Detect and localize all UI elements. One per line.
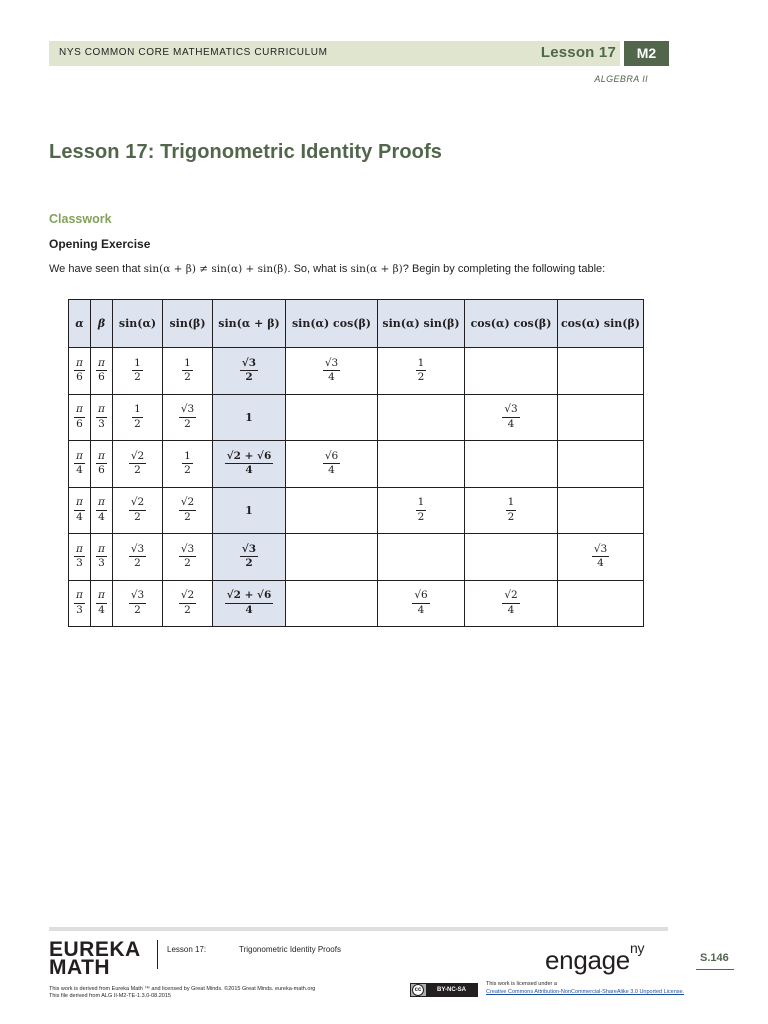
table-row: [69, 441, 644, 488]
fraction-denominator: 2: [184, 603, 191, 616]
engageny-logo: [545, 940, 645, 976]
fraction: [129, 451, 146, 477]
table-cell: [213, 487, 286, 534]
engage-text: engage: [545, 945, 630, 975]
table-header-cell: sin(α + β): [213, 300, 286, 348]
fraction-numerator: 1: [416, 497, 427, 511]
cell-value: 1: [245, 503, 253, 517]
fraction-numerator: √2: [502, 590, 519, 604]
fraction-numerator: π: [74, 451, 85, 465]
license-link[interactable]: Creative Commons Attribution-NonCommercial-ShareAlike 3.0 Unported License.: [486, 989, 685, 995]
fraction: [323, 451, 340, 477]
fraction-numerator: 1: [182, 358, 193, 372]
footer-rule: [49, 927, 668, 931]
table-cell: [286, 394, 378, 441]
fraction-numerator: √2: [129, 497, 146, 511]
fraction: [323, 358, 340, 384]
subsection-heading: Opening Exercise: [49, 237, 151, 251]
fraction: [129, 590, 146, 616]
table-row: [69, 394, 644, 441]
fraction-denominator: 4: [245, 603, 253, 616]
fraction-numerator: √2: [179, 497, 196, 511]
table-cell: [558, 534, 644, 581]
fraction: [240, 358, 258, 384]
table-cell: [286, 487, 378, 534]
table-cell: [558, 580, 644, 627]
fraction-numerator: √3: [240, 358, 258, 372]
table-cell: [163, 441, 213, 488]
cc-label: BY-NC-SA: [426, 984, 477, 996]
logo-line-1: EUREKA: [49, 938, 141, 961]
fraction-denominator: 4: [245, 464, 253, 477]
table-cell: [465, 441, 558, 488]
fraction: [74, 358, 85, 384]
fraction-denominator: 4: [597, 557, 604, 570]
table-cell: [91, 441, 113, 488]
fraction-denominator: 6: [98, 464, 105, 477]
fraction: [74, 451, 85, 477]
fraction: [96, 497, 107, 523]
table-cell: [213, 348, 286, 395]
fraction: [74, 544, 85, 570]
table-cell: [113, 487, 163, 534]
table-cell: [213, 580, 286, 627]
table-cell: [69, 487, 91, 534]
page-number-rule: [696, 969, 734, 970]
fraction-numerator: π: [74, 358, 85, 372]
lesson-label: Lesson 17: [540, 44, 616, 61]
intro-text-3: ? Begin by completing the following table:: [402, 263, 606, 275]
fraction: [225, 451, 274, 477]
fraction: [502, 404, 519, 430]
fraction-numerator: √2: [179, 590, 196, 604]
fraction-numerator: π: [96, 497, 107, 511]
table-cell: [213, 441, 286, 488]
table-cell: [91, 580, 113, 627]
intro-text-2: . So, what is: [287, 263, 351, 275]
fraction-denominator: 2: [184, 464, 191, 477]
fraction: [416, 358, 427, 384]
fraction-numerator: √2 + √6: [225, 590, 274, 604]
table-cell: [465, 487, 558, 534]
table-cell: [213, 534, 286, 581]
course-label: ALGEBRA II: [594, 74, 648, 84]
cc-license-badge: [410, 983, 478, 997]
fraction: [179, 404, 196, 430]
fraction-numerator: π: [96, 544, 107, 558]
table-cell: [163, 394, 213, 441]
fraction: [179, 497, 196, 523]
fraction-denominator: 2: [134, 603, 141, 616]
page-title: Lesson 17: Trigonometric Identity Proofs: [49, 141, 442, 163]
fraction-denominator: 2: [417, 371, 425, 384]
table-cell: [113, 348, 163, 395]
fraction: [182, 358, 193, 384]
table-cell: [91, 348, 113, 395]
footer-lesson-topic: Trigonometric Identity Proofs: [239, 945, 341, 954]
table-header-cell: sin(α): [113, 300, 163, 348]
table-cell: [558, 441, 644, 488]
fraction: [412, 590, 429, 616]
table-body: [69, 348, 644, 627]
table-header-cell: sin(α) cos(β): [286, 300, 378, 348]
table-row: [69, 580, 644, 627]
fraction-numerator: √2: [129, 451, 146, 465]
fraction-numerator: √6: [412, 590, 429, 604]
table-cell: [91, 487, 113, 534]
fraction-numerator: 1: [182, 451, 193, 465]
curriculum-label: NYS COMMON CORE MATHEMATICS CURRICULUM: [59, 47, 328, 58]
page-number: S.146: [700, 952, 729, 964]
table-cell: [163, 534, 213, 581]
fraction-numerator: 1: [132, 358, 143, 372]
source-note-1: This work is derived from Eureka Math ™ and licensed by Great Minds. ©2015 Great Minds. eureka-math.org: [49, 986, 316, 992]
fraction-numerator: √6: [323, 451, 340, 465]
table-cell: [113, 534, 163, 581]
table-cell: [378, 394, 465, 441]
table-cell: [465, 394, 558, 441]
fraction: [96, 451, 107, 477]
table-cell: [558, 348, 644, 395]
fraction-numerator: π: [74, 544, 85, 558]
fraction: [96, 404, 107, 430]
fraction-numerator: π: [96, 590, 107, 604]
fraction-numerator: √2 + √6: [225, 451, 274, 465]
fraction-denominator: 2: [245, 557, 253, 570]
intro-math-2: sin(α + β): [350, 263, 403, 275]
fraction-numerator: √3: [592, 544, 609, 558]
fraction-denominator: 3: [98, 417, 105, 430]
fraction-numerator: π: [74, 497, 85, 511]
fraction: [132, 404, 143, 430]
table-header-cell: cos(α) cos(β): [465, 300, 558, 348]
fraction-denominator: 3: [76, 557, 83, 570]
fraction: [416, 497, 427, 523]
table-cell: [163, 487, 213, 534]
fraction: [240, 544, 258, 570]
fraction: [132, 358, 143, 384]
fraction-denominator: 2: [134, 371, 141, 384]
fraction-denominator: 3: [76, 603, 83, 616]
fraction-numerator: π: [96, 451, 107, 465]
fraction-denominator: 2: [184, 557, 191, 570]
table-header-cell: sin(α) sin(β): [378, 300, 465, 348]
fraction-denominator: 4: [507, 603, 515, 616]
fraction-denominator: 4: [328, 371, 335, 384]
fraction-denominator: 2: [184, 371, 191, 384]
footer-divider: [157, 940, 158, 969]
fraction-numerator: π: [96, 358, 107, 372]
table-cell: [213, 394, 286, 441]
table-cell: [113, 580, 163, 627]
fraction: [96, 590, 107, 616]
fraction-numerator: √3: [240, 544, 258, 558]
table-cell: [69, 534, 91, 581]
table-cell: [113, 394, 163, 441]
fraction-denominator: 3: [98, 557, 105, 570]
fraction-numerator: √3: [129, 544, 146, 558]
table-cell: [378, 441, 465, 488]
fraction-denominator: 4: [98, 510, 105, 523]
table-cell: [558, 394, 644, 441]
table-header-cell: cos(α) sin(β): [558, 300, 644, 348]
fraction-denominator: 4: [417, 603, 425, 616]
table-cell: [286, 580, 378, 627]
table-header-row: [69, 300, 644, 348]
fraction: [96, 358, 107, 384]
fraction: [129, 544, 146, 570]
table-header-cell: sin(β): [163, 300, 213, 348]
table-cell: [286, 534, 378, 581]
table-cell: [378, 348, 465, 395]
fraction: [74, 590, 85, 616]
table-header-cell: β: [91, 300, 113, 348]
table-row: [69, 487, 644, 534]
fraction-denominator: 2: [184, 417, 191, 430]
intro-text: [49, 263, 605, 275]
fraction: [179, 590, 196, 616]
fraction-denominator: 4: [76, 510, 83, 523]
table-cell: [286, 441, 378, 488]
fraction-denominator: 2: [184, 510, 191, 523]
footer-lesson-label: Lesson 17:: [167, 945, 207, 954]
fraction-denominator: 6: [76, 371, 83, 384]
table-cell: [465, 534, 558, 581]
fraction-numerator: π: [74, 590, 85, 604]
fraction-denominator: 2: [245, 371, 253, 384]
table-cell: [69, 394, 91, 441]
fraction: [182, 451, 193, 477]
fraction: [74, 404, 85, 430]
fraction-denominator: 4: [328, 464, 335, 477]
fraction-numerator: 1: [132, 404, 143, 418]
table-cell: [558, 487, 644, 534]
fraction-numerator: 1: [416, 358, 427, 372]
fraction: [506, 497, 517, 523]
table-cell: [378, 534, 465, 581]
fraction-denominator: 6: [98, 371, 105, 384]
license-text: This work is licensed under a: [486, 981, 557, 987]
fraction-denominator: 2: [134, 557, 141, 570]
cc-icon: cc: [412, 984, 424, 996]
fraction-denominator: 2: [134, 417, 141, 430]
fraction-denominator: 2: [417, 510, 425, 523]
table-cell: [113, 441, 163, 488]
fraction-denominator: 4: [76, 464, 83, 477]
fraction-denominator: 2: [134, 464, 141, 477]
table-cell: [465, 348, 558, 395]
table-cell: [91, 534, 113, 581]
fraction-denominator: 2: [507, 510, 515, 523]
fraction: [74, 497, 85, 523]
table-cell: [69, 580, 91, 627]
table-cell: [465, 580, 558, 627]
fraction-numerator: √3: [129, 590, 146, 604]
fraction-denominator: 4: [507, 417, 515, 430]
intro-math-1: sin(α + β) ≠ sin(α) + sin(β): [143, 263, 288, 275]
fraction: [502, 590, 519, 616]
fraction: [179, 544, 196, 570]
table-row: [69, 348, 644, 395]
table-cell: [378, 580, 465, 627]
fraction: [129, 497, 146, 523]
module-badge: M2: [624, 41, 669, 66]
table-cell: [69, 441, 91, 488]
table-cell: [163, 348, 213, 395]
table-cell: [69, 348, 91, 395]
fraction: [592, 544, 609, 570]
table-row: [69, 534, 644, 581]
fraction-denominator: 4: [98, 603, 105, 616]
table-cell: [378, 487, 465, 534]
fraction: [96, 544, 107, 570]
trig-values-table: [68, 299, 644, 627]
table-cell: [163, 580, 213, 627]
logo-line-2: MATH: [49, 956, 111, 979]
intro-text-1: We have seen that: [49, 263, 144, 275]
section-heading: Classwork: [49, 212, 112, 226]
fraction-denominator: 2: [134, 510, 141, 523]
table-cell: [286, 348, 378, 395]
fraction-numerator: √3: [179, 404, 196, 418]
fraction-numerator: π: [74, 404, 85, 418]
eureka-math-logo: [49, 938, 141, 979]
fraction-numerator: √3: [323, 358, 340, 372]
engage-sup: ny: [629, 940, 645, 957]
fraction-numerator: √3: [502, 404, 519, 418]
source-note-2: This file derived from ALG II-M2-TE-1.3.0-08.2015: [49, 993, 171, 999]
fraction-numerator: 1: [506, 497, 517, 511]
fraction-denominator: 6: [76, 417, 83, 430]
table-header-cell: α: [69, 300, 91, 348]
cell-value: 1: [245, 410, 253, 424]
fraction-numerator: √3: [179, 544, 196, 558]
table-cell: [91, 394, 113, 441]
fraction: [225, 590, 274, 616]
fraction-numerator: π: [96, 404, 107, 418]
